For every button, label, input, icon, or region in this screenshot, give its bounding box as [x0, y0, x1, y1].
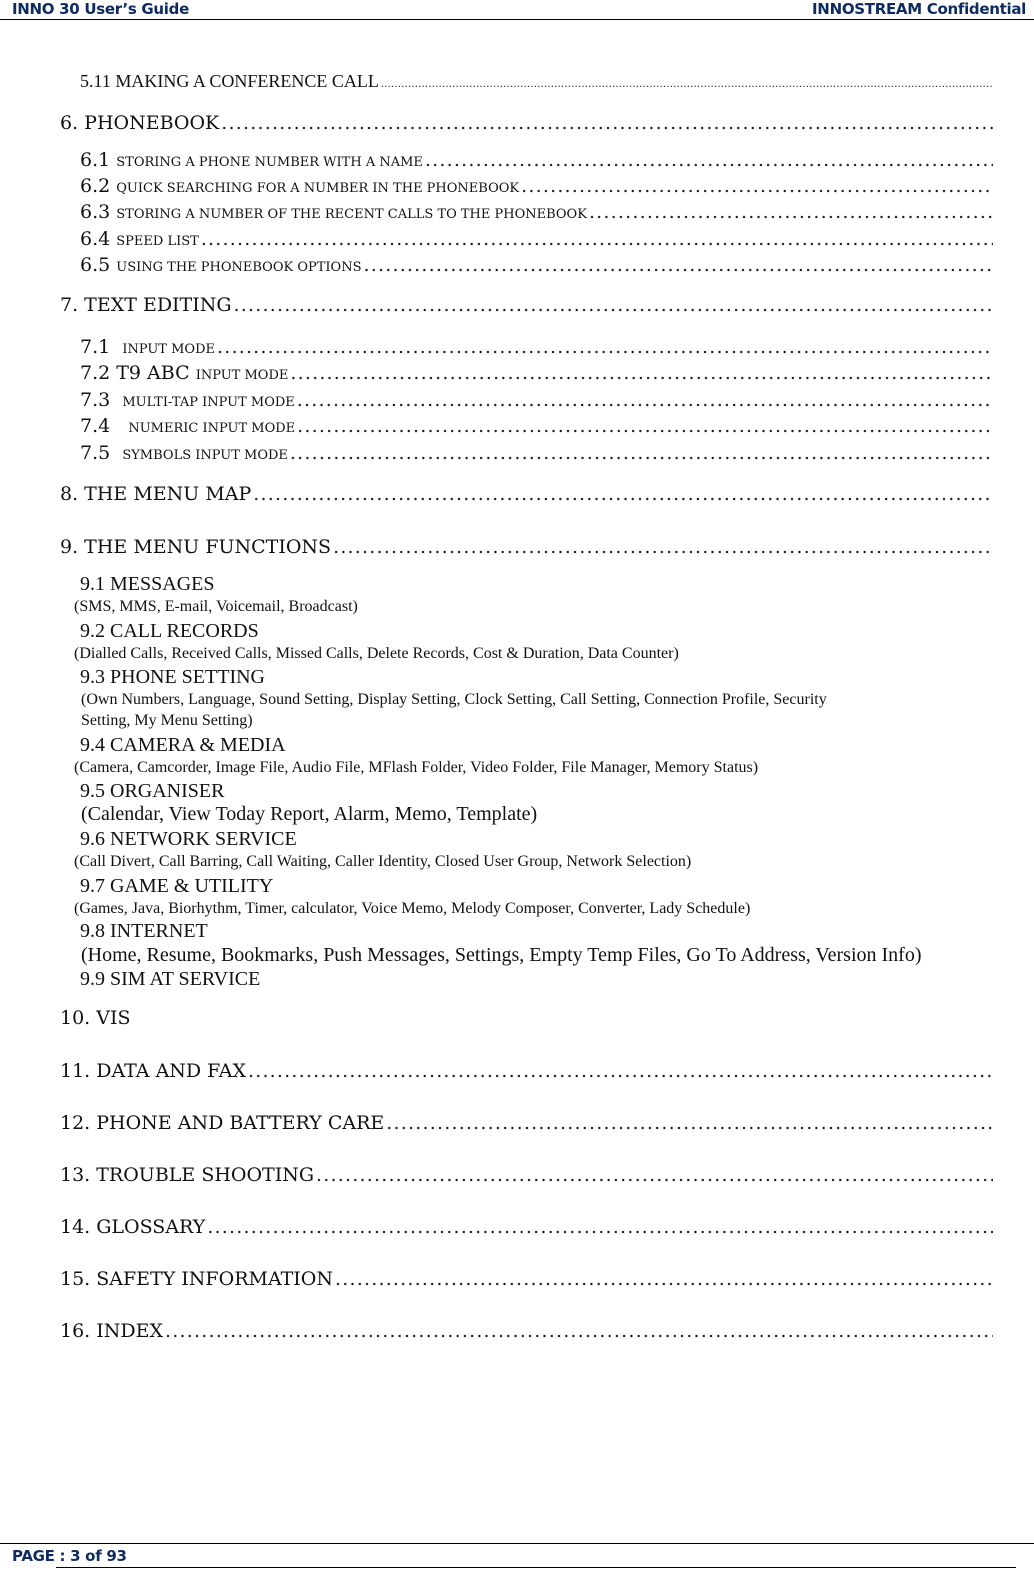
menu-function-9-7-title: 9.7 GAME & UTILITY — [80, 875, 274, 897]
toc-entry-15[interactable]: 15. SAFETY INFORMATION ..... — [60, 1268, 993, 1290]
dot-leader — [297, 389, 993, 411]
dot-leader — [381, 76, 992, 91]
dot-leader — [221, 112, 993, 134]
menu-function-9-5-title: 9.5 ORGANISER — [80, 780, 225, 802]
dot-leader — [333, 536, 993, 558]
dot-leader — [316, 1164, 993, 1186]
toc-entry-7-5[interactable]: 7.5 SYMBOLS INPUT MODE ..... — [80, 442, 993, 464]
toc-entry-11[interactable]: 11. DATA AND FAX ..... — [60, 1060, 993, 1082]
toc-entry-13[interactable]: 13. TROUBLE SHOOTING ..... — [60, 1164, 993, 1186]
dot-leader — [207, 1216, 993, 1238]
dot-leader — [589, 201, 993, 223]
toc-entry-6-4[interactable]: 6.4 SPEED LIST ..... — [80, 228, 993, 250]
toc-entry-9[interactable]: 9. THE MENU FUNCTIONS ..... — [60, 536, 993, 558]
toc-entry-7[interactable]: 7. TEXT EDITING ..... — [60, 294, 993, 316]
dot-leader — [425, 149, 993, 171]
dot-leader — [290, 442, 993, 464]
dot-leader — [386, 1112, 993, 1134]
toc-entry-10[interactable]: 10. VIS — [60, 1007, 131, 1029]
toc-entry-14[interactable]: 14. GLOSSARY ..... — [60, 1216, 993, 1238]
dot-leader — [248, 1060, 993, 1082]
dot-leader — [364, 254, 994, 276]
dot-leader — [253, 483, 993, 505]
toc-entry-12[interactable]: 12. PHONE AND BATTERY CARE ..... — [60, 1112, 993, 1134]
toc-entry-7-4[interactable]: 7.4 NUMERIC INPUT MODE ..... — [80, 415, 993, 437]
footer-underline — [56, 1567, 1016, 1568]
toc-entry-7-3[interactable]: 7.3 MULTI-TAP INPUT MODE ..... — [80, 389, 993, 411]
dot-leader — [165, 1320, 993, 1342]
menu-function-9-7-items: (Games, Java, Biorhythm, Timer, calculator, Voice Memo, Melody Composer, Converter, Lady Schedule) — [74, 900, 751, 917]
dot-leader — [290, 362, 993, 384]
page-header — [0, 0, 1034, 20]
toc-entry-7-2[interactable]: 7.2 T9 ABC INPUT MODE ..... — [80, 362, 993, 384]
menu-function-9-2-title: 9.2 CALL RECORDS — [80, 620, 259, 642]
toc-entry-8[interactable]: 8. THE MENU MAP ..... — [60, 483, 993, 505]
dot-leader — [217, 336, 993, 358]
confidential-label: INNOSTREAM Confidential — [812, 0, 1026, 18]
menu-function-9-3-items: (Own Numbers, Language, Sound Setting, Display Setting, Clock Setting, Call Setting, Connection Profile, Security — [81, 691, 827, 708]
toc-entry-16[interactable]: 16. INDEX ..... — [60, 1320, 993, 1342]
menu-function-9-1-items: (SMS, MMS, E-mail, Voicemail, Broadcast) — [74, 598, 358, 615]
menu-function-9-8-items: (Home, Resume, Bookmarks, Push Messages, Settings, Empty Temp Files, Go To Address, Version Info) — [81, 944, 922, 966]
dot-leader — [201, 228, 993, 250]
toc-entry-5-11[interactable]: 5.11 MAKING A CONFERENCE CALL ..... — [80, 71, 992, 92]
menu-function-9-2-items: (Dialled Calls, Received Calls, Missed Calls, Delete Records, Cost & Duration, Data Counter) — [74, 645, 679, 662]
menu-function-9-3-items-cont: Setting, My Menu Setting) — [81, 712, 253, 729]
dot-leader — [234, 294, 993, 316]
toc-entry-6-3[interactable]: 6.3 STORING A NUMBER OF THE RECENT CALLS TO THE PHONEBOOK ..... — [80, 201, 993, 223]
menu-function-9-6-title: 9.6 NETWORK SERVICE — [80, 828, 297, 850]
menu-function-9-5-items: (Calendar, View Today Report, Alarm, Memo, Template) — [81, 803, 538, 825]
document-title: INNO 30 User’s Guide — [12, 0, 189, 18]
dot-leader — [297, 415, 993, 437]
dot-leader — [521, 175, 993, 197]
dot-leader — [335, 1268, 993, 1290]
footer-divider — [0, 1543, 1034, 1544]
toc-entry-6-2[interactable]: 6.2 QUICK SEARCHING FOR A NUMBER IN THE PHONEBOOK ..... — [80, 175, 993, 197]
toc-entry-6-1[interactable]: 6.1 STORING A PHONE NUMBER WITH A NAME ..... — [80, 149, 993, 171]
menu-function-9-9-title: 9.9 SIM AT SERVICE — [80, 968, 261, 990]
menu-function-9-8-title: 9.8 INTERNET — [80, 920, 208, 942]
page-number: PAGE : 3 of 93 — [12, 1547, 127, 1565]
toc-entry-6-5[interactable]: 6.5 USING THE PHONEBOOK OPTIONS ..... — [80, 254, 993, 276]
menu-function-9-3-title: 9.3 PHONE SETTING — [80, 666, 265, 688]
menu-function-9-1-title: 9.1 MESSAGES — [80, 573, 215, 595]
menu-function-9-4-items: (Camera, Camcorder, Image File, Audio File, MFlash Folder, Video Folder, File Manager, Memory Status) — [74, 759, 759, 776]
menu-function-9-6-items: (Call Divert, Call Barring, Call Waiting, Caller Identity, Closed User Group, Network Selection) — [74, 853, 692, 870]
toc-entry-6[interactable]: 6. PHONEBOOK ..... — [60, 112, 993, 134]
toc-entry-7-1[interactable]: 7.1 INPUT MODE ..... — [80, 336, 993, 358]
menu-function-9-4-title: 9.4 CAMERA & MEDIA — [80, 734, 286, 756]
